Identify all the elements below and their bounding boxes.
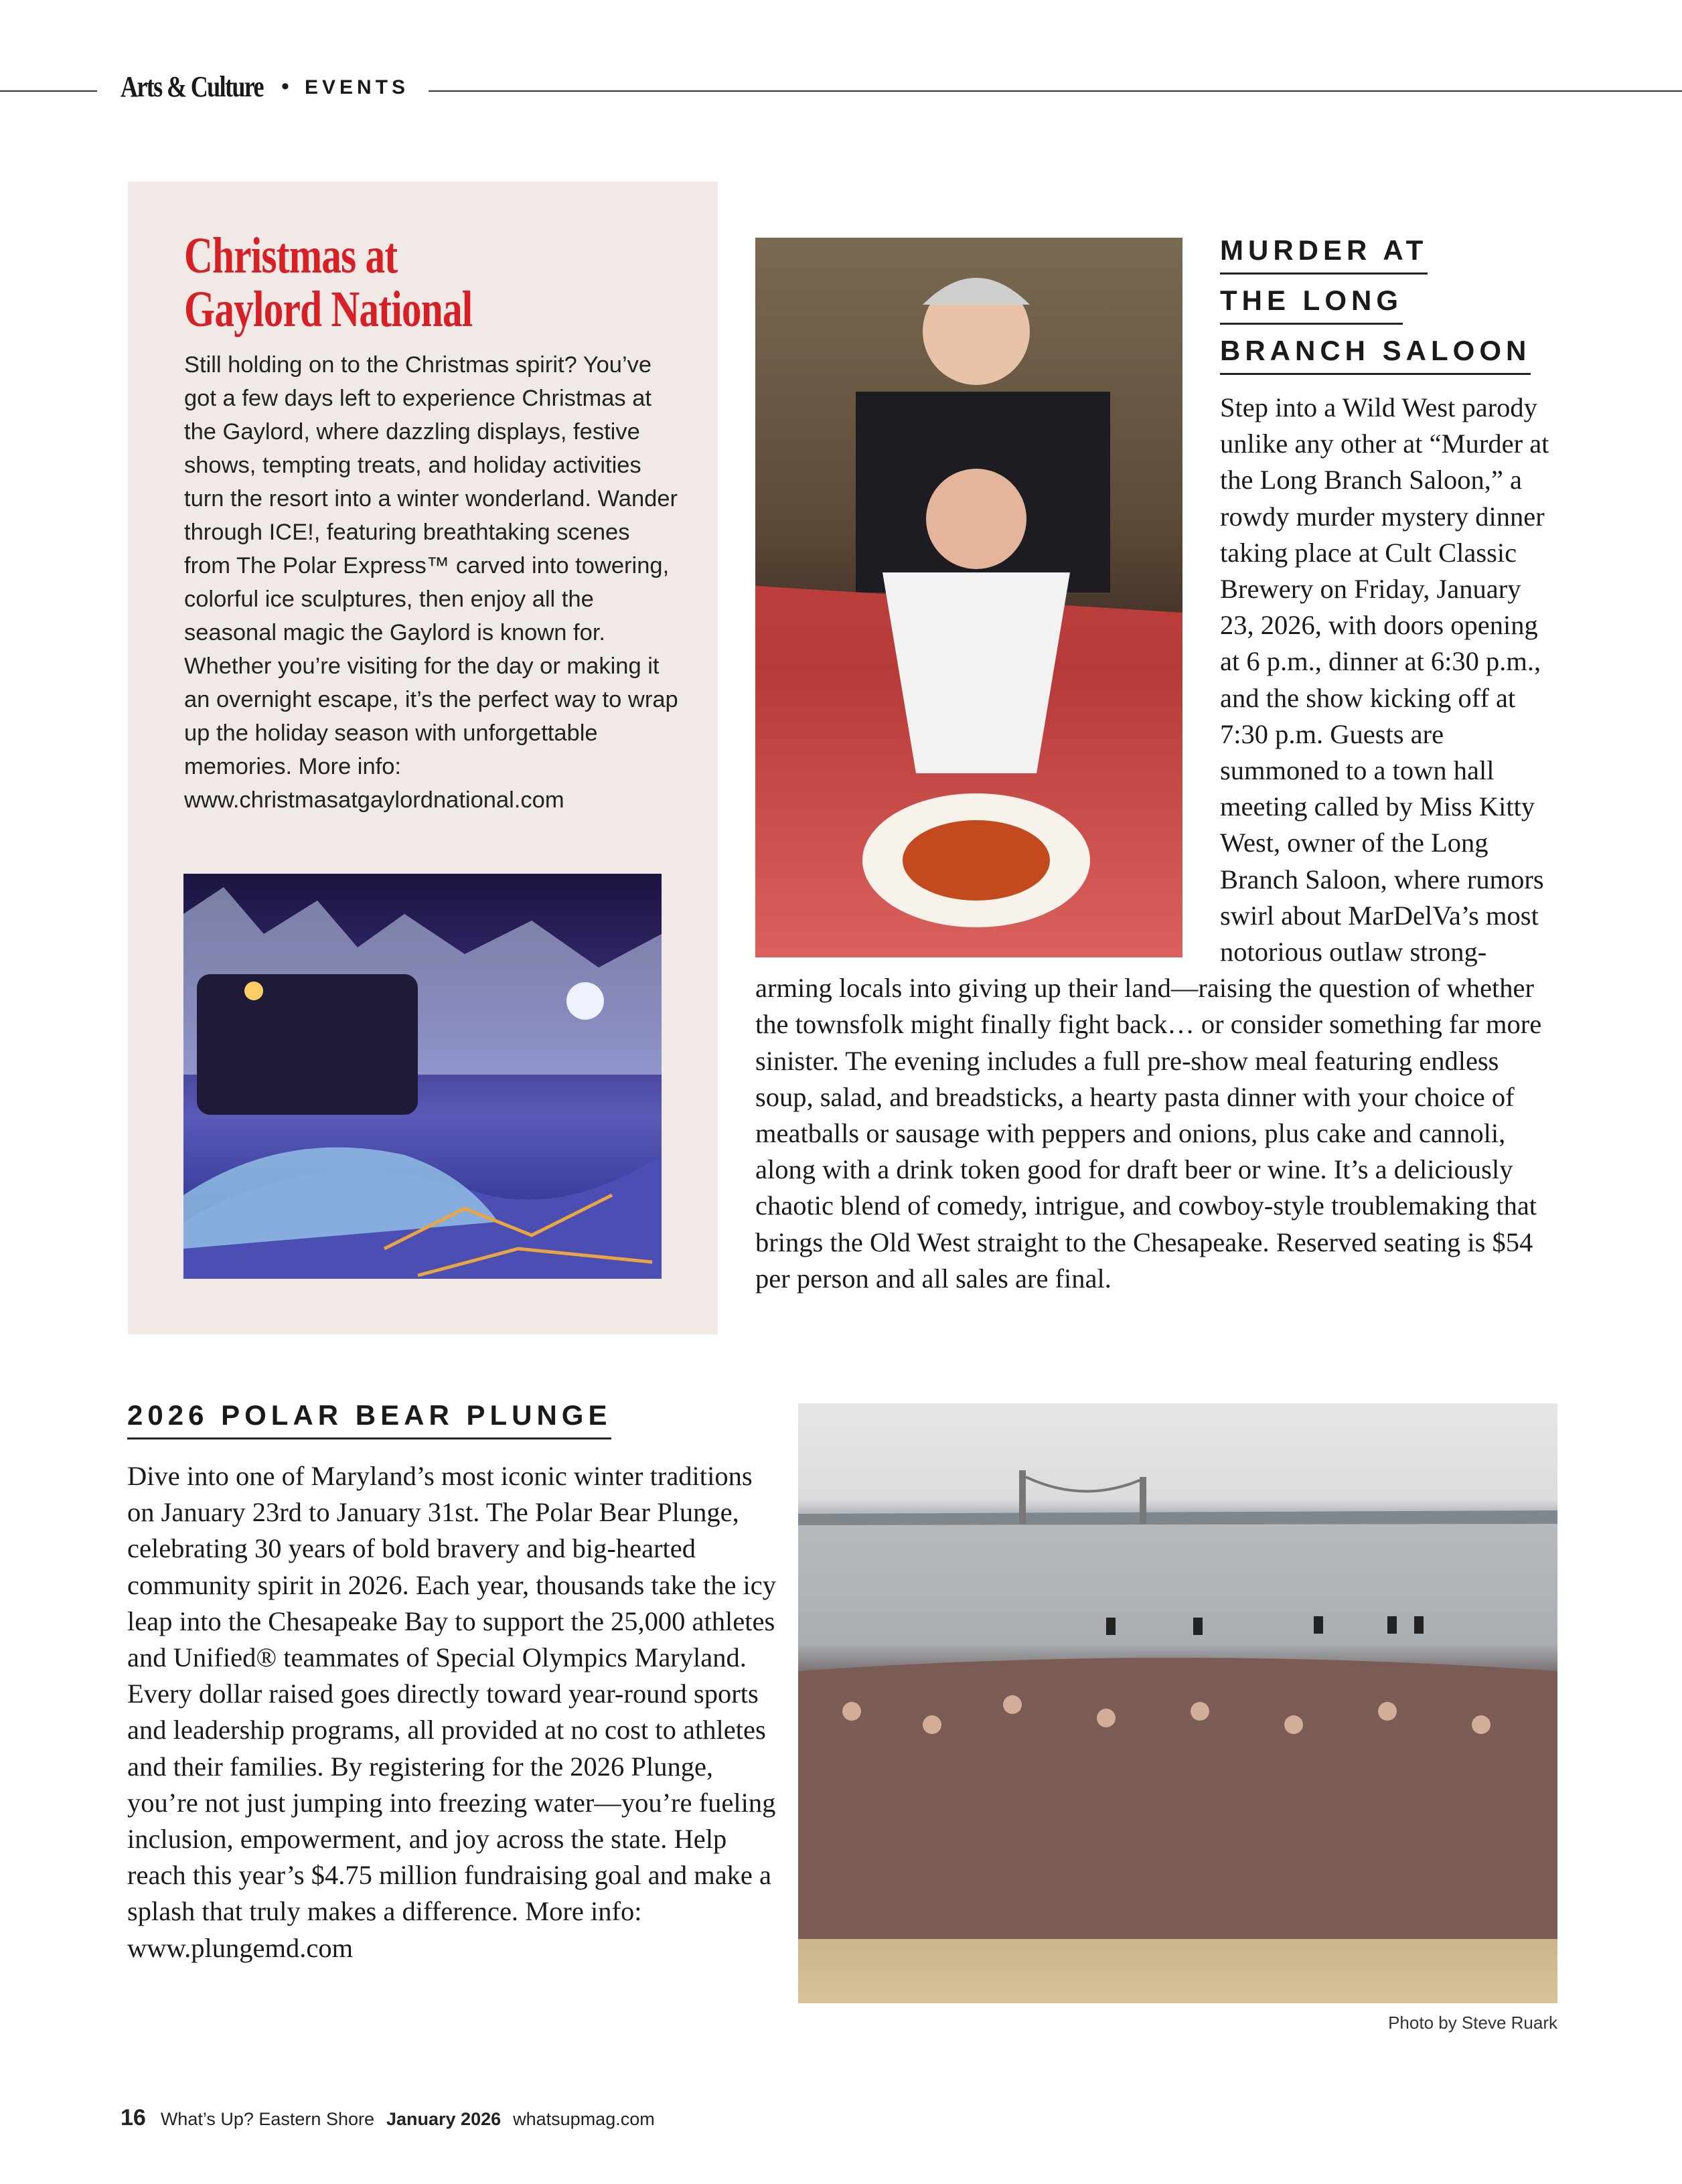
issue-date: January 2026 [386, 2109, 502, 2129]
polar-heading [127, 1396, 611, 1446]
heading-line: MURDER AT [1220, 231, 1428, 275]
murder-body: Step into a Wild West parody unlike any other at “Murder at the Long Branch Saloon,” a rowdy murder mystery dinner taking place at Cult Classic Brewery on Friday, January 23, 2026, with doors opening at 6 p.m., dinner at 6:30 p.m., and the show kicking off at 7:30 p.m. Guests are summoned to a town hall meeting called by Miss Kitty West, owner of the Long Branch Saloon, where rumors swirl about MarDelVa’s most notorious outlaw strong-arming locals into giving up their land—raising the question of whether the townsfolk might finally fight back… or consider something far more sinister. The evening includes a full pre-show meal featuring endless soup, salad, and breadsticks, a hearty pasta dinner with your choice of meatballs or sausage with peppers and onions, plus cake and cannoli, along with a drink token good for draft beer or wine. It’s a deliciously chaotic blend of comedy, intrigue, and cowboy-style troublemaking that brings the Old West straight to the Chesapeake. Reserved seating is $54 per person and all sales are final. [755, 392, 1549, 1294]
heading-text: 2026 POLAR BEAR PLUNGE [127, 1396, 611, 1439]
murder-article [755, 390, 1560, 1297]
website: whatsupmag.com [513, 2109, 655, 2129]
murder-heading [1220, 231, 1555, 382]
sidebar-title [184, 229, 654, 336]
header-rule-left [0, 90, 97, 92]
polar-plunge-photo [798, 1403, 1557, 2003]
page-footer [121, 2105, 667, 2131]
subsection-title: EVENTS [305, 76, 410, 98]
sidebar-body: Still holding on to the Christmas spirit? You’ve got a few days left to experience Christmas at the Gaylord, where dazzling displays, festive shows, tempting treats, and holiday activities turn the resort into a winter wonderland. Wander through ICE!, featuring breathtaking scenes from The Polar Express™ carved into towering, colorful ice sculptures, then enjoy all the seasonal magic the Gaylord is known for. Whether you’re visiting for the day or making it an overnight escape, it’s the perfect way to wrap up the holiday season with unforgettable memories. More info: www.christmasatgaylordnational.com [184, 352, 678, 813]
magazine-name: What’s Up? Eastern Shore [160, 2109, 374, 2129]
heading-line: BRANCH SALOON [1220, 331, 1531, 375]
page-number: 16 [121, 2105, 146, 2130]
header-rule-right [429, 90, 1682, 92]
heading-line: THE LONG [1220, 281, 1403, 325]
photo-credit: Photo by Steve Ruark [1388, 2013, 1557, 2033]
separator: • [281, 74, 289, 99]
title-line: Gaylord National [184, 281, 473, 337]
ice-sculpture-photo [183, 874, 662, 1279]
polar-body: Dive into one of Maryland’s most iconic winter traditions on January 23rd to January 31st. The Polar Bear Plunge, celebrating 30 years of bold bravery and big-hearted community spirit in 2026. Each year, thousands take the icy leap into the Chesapeake Bay to support the 25,000 athletes and Unified® teammates of Special Olympics Maryland. Every dollar raised goes directly toward year-round sports and leadership programs, all provided at no cost to athletes and their families. By registering for the 2026 Plunge, you’re not just jumping into freezing water—you’re fueling inclusion, empowerment, and joy across the state. Help reach this year’s $4.75 million fundraising goal and make a splash that truly makes a difference. More info: www.plungemd.com [127, 1461, 777, 1963]
title-line: Christmas at [184, 228, 398, 284]
section-title: Arts & Culture [121, 70, 263, 103]
